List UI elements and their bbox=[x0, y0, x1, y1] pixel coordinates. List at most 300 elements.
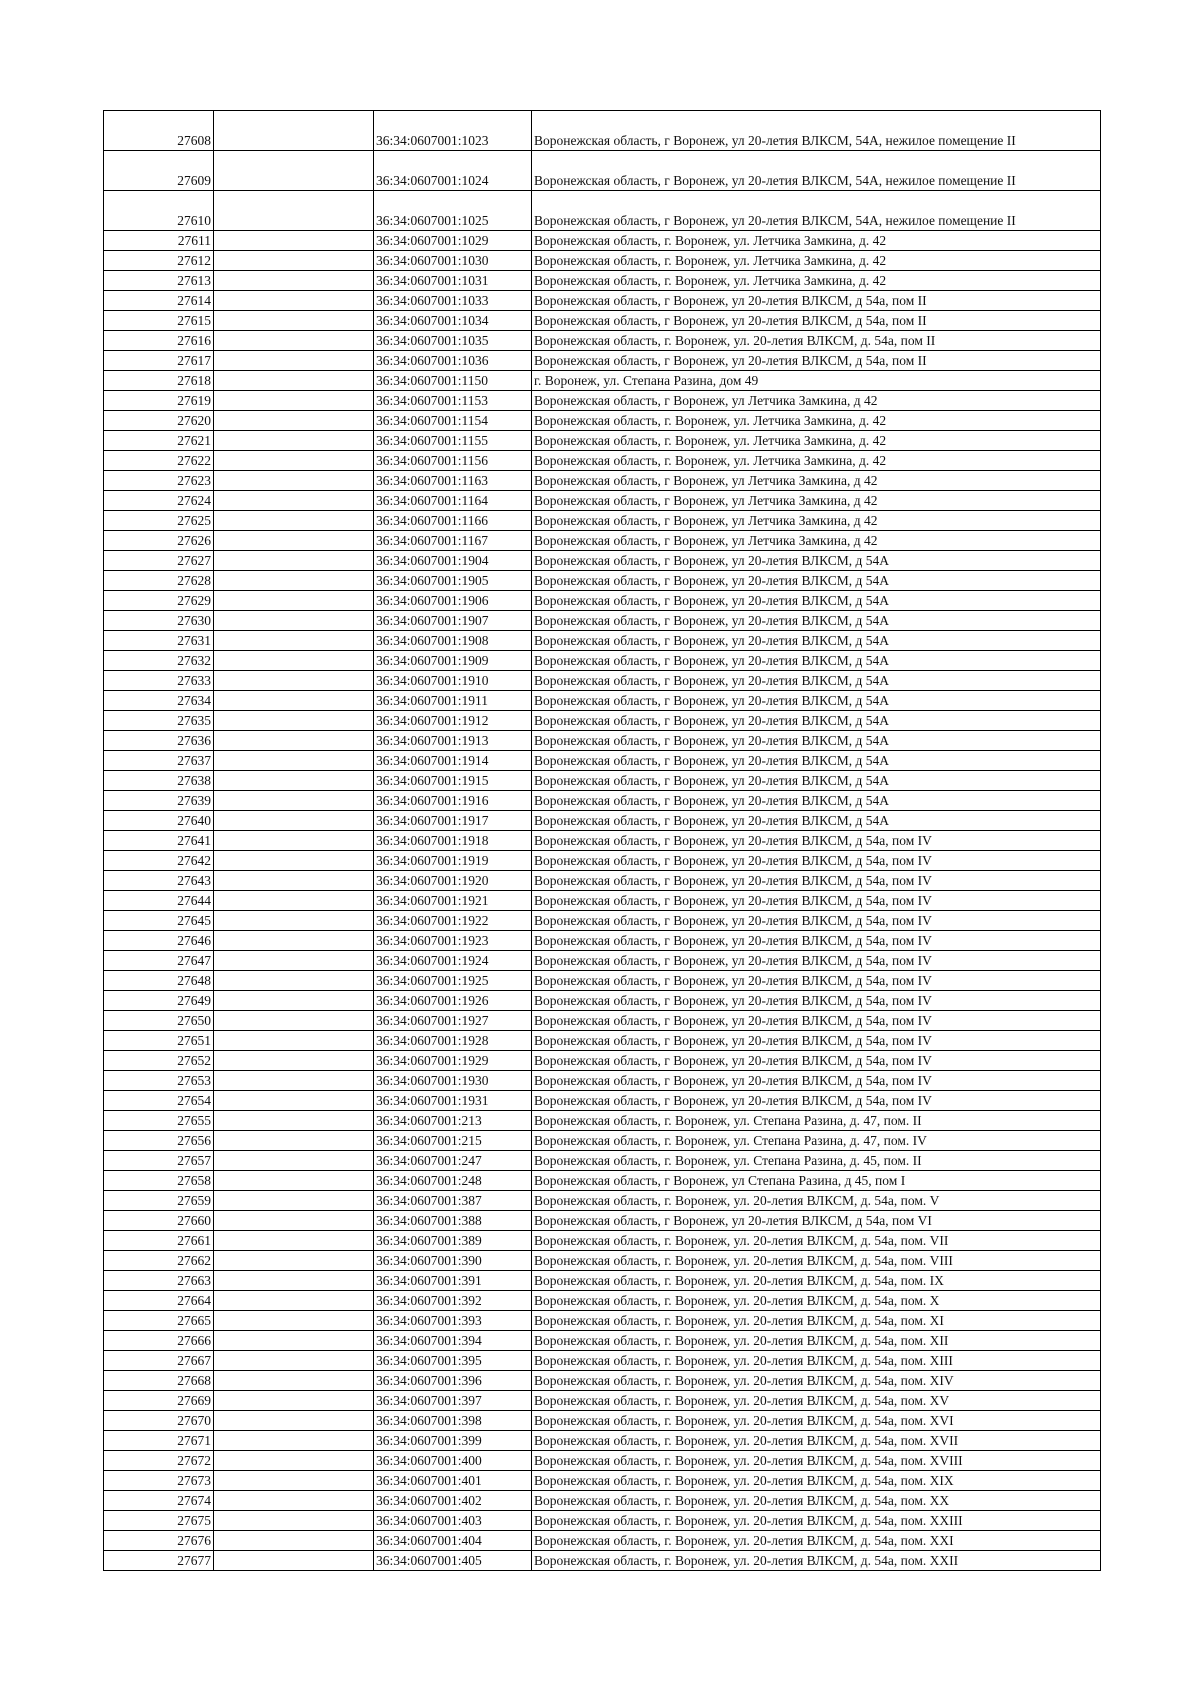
table-row bbox=[104, 1191, 1101, 1211]
address: Воронежская область, г Воронеж, ул 20-летия ВЛКСМ, д 54а, пом IV bbox=[532, 871, 1101, 891]
row-number: 27619 bbox=[104, 391, 214, 411]
table-row bbox=[104, 511, 1101, 531]
address: Воронежская область, г Воронеж, ул Летчика Замкина, д 42 bbox=[532, 471, 1101, 491]
row-empty-cell bbox=[214, 271, 374, 291]
address: Воронежская область, г. Воронеж, ул. 20-летия ВЛКСМ, д. 54а, пом. XX bbox=[532, 1491, 1101, 1511]
row-number: 27620 bbox=[104, 411, 214, 431]
row-number: 27660 bbox=[104, 1211, 214, 1231]
row-number: 27616 bbox=[104, 331, 214, 351]
cadastral-number: 36:34:0607001:1909 bbox=[374, 651, 532, 671]
table-row bbox=[104, 631, 1101, 651]
address: Воронежская область, г Воронеж, ул 20-летия ВЛКСМ, д 54а, пом II bbox=[532, 351, 1101, 371]
table-row bbox=[104, 831, 1101, 851]
table-row bbox=[104, 891, 1101, 911]
row-number: 27656 bbox=[104, 1131, 214, 1151]
row-empty-cell bbox=[214, 1411, 374, 1431]
address: Воронежская область, г Воронеж, ул 20-летия ВЛКСМ, д 54А bbox=[532, 751, 1101, 771]
cadastral-number: 36:34:0607001:1913 bbox=[374, 731, 532, 751]
address: Воронежская область, г Воронеж, ул 20-летия ВЛКСМ, д 54а, пом IV bbox=[532, 1071, 1101, 1091]
table-row bbox=[104, 971, 1101, 991]
table-row bbox=[104, 911, 1101, 931]
row-number: 27668 bbox=[104, 1371, 214, 1391]
row-empty-cell bbox=[214, 391, 374, 411]
row-empty-cell bbox=[214, 1491, 374, 1511]
cadastral-number: 36:34:0607001:1915 bbox=[374, 771, 532, 791]
row-number: 27649 bbox=[104, 991, 214, 1011]
cadastral-number: 36:34:0607001:1919 bbox=[374, 851, 532, 871]
table-row bbox=[104, 1491, 1101, 1511]
table-row bbox=[104, 1251, 1101, 1271]
cadastral-number: 36:34:0607001:1917 bbox=[374, 811, 532, 831]
address: Воронежская область, г Воронеж, ул 20-летия ВЛКСМ, д 54а, пом IV bbox=[532, 971, 1101, 991]
row-empty-cell bbox=[214, 1151, 374, 1171]
row-empty-cell bbox=[214, 1471, 374, 1491]
row-number: 27630 bbox=[104, 611, 214, 631]
table-row bbox=[104, 711, 1101, 731]
cadastral-number: 36:34:0607001:248 bbox=[374, 1171, 532, 1191]
row-number: 27617 bbox=[104, 351, 214, 371]
row-empty-cell bbox=[214, 831, 374, 851]
row-empty-cell bbox=[214, 1111, 374, 1131]
row-number: 27624 bbox=[104, 491, 214, 511]
address: Воронежская область, г Воронеж, ул 20-летия ВЛКСМ, д 54а, пом IV bbox=[532, 1011, 1101, 1031]
address: Воронежская область, г. Воронеж, ул. Летчика Замкина, д. 42 bbox=[532, 431, 1101, 451]
table-row bbox=[104, 871, 1101, 891]
row-empty-cell bbox=[214, 351, 374, 371]
table-row bbox=[104, 291, 1101, 311]
cadastral-number: 36:34:0607001:1155 bbox=[374, 431, 532, 451]
cadastral-number: 36:34:0607001:1916 bbox=[374, 791, 532, 811]
address: Воронежская область, г. Воронеж, ул. Летчика Замкина, д. 42 bbox=[532, 451, 1101, 471]
row-empty-cell bbox=[214, 551, 374, 571]
row-number: 27658 bbox=[104, 1171, 214, 1191]
address: Воронежская область, г Воронеж, ул 20-летия ВЛКСМ, 54А, нежилое помещение II bbox=[532, 111, 1101, 151]
table-row bbox=[104, 431, 1101, 451]
cadastral-number: 36:34:0607001:1920 bbox=[374, 871, 532, 891]
row-number: 27670 bbox=[104, 1411, 214, 1431]
row-number: 27674 bbox=[104, 1491, 214, 1511]
row-number: 27634 bbox=[104, 691, 214, 711]
table-row bbox=[104, 1331, 1101, 1351]
row-number: 27635 bbox=[104, 711, 214, 731]
row-empty-cell bbox=[214, 791, 374, 811]
row-number: 27644 bbox=[104, 891, 214, 911]
cadastral-number: 36:34:0607001:1904 bbox=[374, 551, 532, 571]
row-number: 27646 bbox=[104, 931, 214, 951]
table-row bbox=[104, 651, 1101, 671]
address: Воронежская область, г. Воронеж, ул. 20-летия ВЛКСМ, д. 54а, пом. XV bbox=[532, 1391, 1101, 1411]
table-row bbox=[104, 1371, 1101, 1391]
row-number: 27672 bbox=[104, 1451, 214, 1471]
table-row bbox=[104, 1211, 1101, 1231]
row-empty-cell bbox=[214, 1551, 374, 1571]
row-empty-cell bbox=[214, 331, 374, 351]
cadastral-number: 36:34:0607001:388 bbox=[374, 1211, 532, 1231]
table-row bbox=[104, 1351, 1101, 1371]
cadastral-number: 36:34:0607001:389 bbox=[374, 1231, 532, 1251]
row-number: 27643 bbox=[104, 871, 214, 891]
row-empty-cell bbox=[214, 1211, 374, 1231]
address: Воронежская область, г. Воронеж, ул. 20-летия ВЛКСМ, д. 54а, пом. XXI bbox=[532, 1531, 1101, 1551]
cadastral-number: 36:34:0607001:1024 bbox=[374, 151, 532, 191]
row-number: 27621 bbox=[104, 431, 214, 451]
row-number: 27629 bbox=[104, 591, 214, 611]
row-number: 27661 bbox=[104, 1231, 214, 1251]
table-row bbox=[104, 1111, 1101, 1131]
row-number: 27650 bbox=[104, 1011, 214, 1031]
cadastral-number: 36:34:0607001:1033 bbox=[374, 291, 532, 311]
address: Воронежская область, г. Воронеж, ул. 20-летия ВЛКСМ, д. 54а, пом. XI bbox=[532, 1311, 1101, 1331]
row-empty-cell bbox=[214, 1091, 374, 1111]
address: г. Воронеж, ул. Степана Разина, дом 49 bbox=[532, 371, 1101, 391]
table-row bbox=[104, 1151, 1101, 1171]
row-empty-cell bbox=[214, 671, 374, 691]
table-row bbox=[104, 471, 1101, 491]
table-row bbox=[104, 111, 1101, 151]
address: Воронежская область, г. Воронеж, ул. Летчика Замкина, д. 42 bbox=[532, 411, 1101, 431]
row-empty-cell bbox=[214, 1231, 374, 1251]
table-row bbox=[104, 271, 1101, 291]
cadastral-number: 36:34:0607001:404 bbox=[374, 1531, 532, 1551]
row-number: 27618 bbox=[104, 371, 214, 391]
address: Воронежская область, г Воронеж, ул 20-летия ВЛКСМ, д 54а, пом IV bbox=[532, 851, 1101, 871]
row-empty-cell bbox=[214, 311, 374, 331]
address: Воронежская область, г Воронеж, ул 20-летия ВЛКСМ, д 54а, пом IV bbox=[532, 911, 1101, 931]
cadastral-number: 36:34:0607001:390 bbox=[374, 1251, 532, 1271]
table-row bbox=[104, 1051, 1101, 1071]
address: Воронежская область, г Воронеж, ул Летчика Замкина, д 42 bbox=[532, 491, 1101, 511]
address: Воронежская область, г. Воронеж, ул. 20-летия ВЛКСМ, д. 54а, пом. XVI bbox=[532, 1411, 1101, 1431]
address: Воронежская область, г Воронеж, ул 20-летия ВЛКСМ, д 54А bbox=[532, 551, 1101, 571]
table-row bbox=[104, 731, 1101, 751]
table-row bbox=[104, 751, 1101, 771]
registry-rows bbox=[104, 111, 1101, 1571]
row-empty-cell bbox=[214, 1251, 374, 1271]
row-empty-cell bbox=[214, 971, 374, 991]
address: Воронежская область, г Воронеж, ул Летчика Замкина, д 42 bbox=[532, 511, 1101, 531]
cadastral-number: 36:34:0607001:401 bbox=[374, 1471, 532, 1491]
row-number: 27676 bbox=[104, 1531, 214, 1551]
cadastral-number: 36:34:0607001:1912 bbox=[374, 711, 532, 731]
table-row bbox=[104, 451, 1101, 471]
table-row bbox=[104, 251, 1101, 271]
table-row bbox=[104, 151, 1101, 191]
row-number: 27641 bbox=[104, 831, 214, 851]
table-row bbox=[104, 1271, 1101, 1291]
address: Воронежская область, г Воронеж, ул 20-летия ВЛКСМ, 54А, нежилое помещение II bbox=[532, 151, 1101, 191]
cadastral-number: 36:34:0607001:1926 bbox=[374, 991, 532, 1011]
table-row bbox=[104, 311, 1101, 331]
cadastral-number: 36:34:0607001:1030 bbox=[374, 251, 532, 271]
cadastral-number: 36:34:0607001:402 bbox=[374, 1491, 532, 1511]
table-row bbox=[104, 231, 1101, 251]
row-empty-cell bbox=[214, 111, 374, 151]
cadastral-number: 36:34:0607001:1922 bbox=[374, 911, 532, 931]
row-empty-cell bbox=[214, 871, 374, 891]
address: Воронежская область, г. Воронеж, ул. 20-летия ВЛКСМ, д. 54а, пом. XVIII bbox=[532, 1451, 1101, 1471]
row-empty-cell bbox=[214, 751, 374, 771]
table-row bbox=[104, 1431, 1101, 1451]
table-row bbox=[104, 1551, 1101, 1571]
table-row bbox=[104, 1031, 1101, 1051]
cadastral-number: 36:34:0607001:395 bbox=[374, 1351, 532, 1371]
cadastral-number: 36:34:0607001:398 bbox=[374, 1411, 532, 1431]
row-empty-cell bbox=[214, 711, 374, 731]
cadastral-number: 36:34:0607001:1911 bbox=[374, 691, 532, 711]
table-row bbox=[104, 1311, 1101, 1331]
row-number: 27632 bbox=[104, 651, 214, 671]
row-empty-cell bbox=[214, 151, 374, 191]
row-number: 27673 bbox=[104, 1471, 214, 1491]
cadastral-number: 36:34:0607001:1023 bbox=[374, 111, 532, 151]
cadastral-number: 36:34:0607001:1167 bbox=[374, 531, 532, 551]
address: Воронежская область, г. Воронеж, ул. Летчика Замкина, д. 42 bbox=[532, 231, 1101, 251]
cadastral-number: 36:34:0607001:400 bbox=[374, 1451, 532, 1471]
cadastral-number: 36:34:0607001:1925 bbox=[374, 971, 532, 991]
row-number: 27664 bbox=[104, 1291, 214, 1311]
cadastral-number: 36:34:0607001:1914 bbox=[374, 751, 532, 771]
row-empty-cell bbox=[214, 991, 374, 1011]
table-row bbox=[104, 591, 1101, 611]
address: Воронежская область, г Воронеж, ул 20-летия ВЛКСМ, д 54А bbox=[532, 731, 1101, 751]
row-number: 27608 bbox=[104, 111, 214, 151]
row-number: 27631 bbox=[104, 631, 214, 651]
cadastral-number: 36:34:0607001:213 bbox=[374, 1111, 532, 1131]
table-row bbox=[104, 351, 1101, 371]
cadastral-number: 36:34:0607001:392 bbox=[374, 1291, 532, 1311]
address: Воронежская область, г Воронеж, ул 20-летия ВЛКСМ, д 54А bbox=[532, 811, 1101, 831]
address: Воронежская область, г Воронеж, ул Летчика Замкина, д 42 bbox=[532, 391, 1101, 411]
row-number: 27614 bbox=[104, 291, 214, 311]
row-number: 27609 bbox=[104, 151, 214, 191]
address: Воронежская область, г. Воронеж, ул. Летчика Замкина, д. 42 bbox=[532, 271, 1101, 291]
cadastral-number: 36:34:0607001:1036 bbox=[374, 351, 532, 371]
address: Воронежская область, г. Воронеж, ул. 20-летия ВЛКСМ, д. 54а, пом. XVII bbox=[532, 1431, 1101, 1451]
cadastral-number: 36:34:0607001:1929 bbox=[374, 1051, 532, 1071]
row-number: 27665 bbox=[104, 1311, 214, 1331]
table-row bbox=[104, 611, 1101, 631]
row-empty-cell bbox=[214, 1011, 374, 1031]
address: Воронежская область, г Воронеж, ул 20-летия ВЛКСМ, д 54А bbox=[532, 771, 1101, 791]
table-row bbox=[104, 1131, 1101, 1151]
row-number: 27677 bbox=[104, 1551, 214, 1571]
row-number: 27622 bbox=[104, 451, 214, 471]
address: Воронежская область, г Воронеж, ул 20-летия ВЛКСМ, д 54А bbox=[532, 691, 1101, 711]
cadastral-number: 36:34:0607001:403 bbox=[374, 1511, 532, 1531]
row-empty-cell bbox=[214, 851, 374, 871]
row-number: 27669 bbox=[104, 1391, 214, 1411]
row-number: 27653 bbox=[104, 1071, 214, 1091]
cadastral-number: 36:34:0607001:1150 bbox=[374, 371, 532, 391]
table-row bbox=[104, 1451, 1101, 1471]
row-number: 27666 bbox=[104, 1331, 214, 1351]
address: Воронежская область, г. Воронеж, ул. 20-летия ВЛКСМ, д. 54а, пом. X bbox=[532, 1291, 1101, 1311]
row-number: 27654 bbox=[104, 1091, 214, 1111]
cadastral-number: 36:34:0607001:1034 bbox=[374, 311, 532, 331]
row-number: 27651 bbox=[104, 1031, 214, 1051]
row-empty-cell bbox=[214, 471, 374, 491]
table-row bbox=[104, 571, 1101, 591]
table-row bbox=[104, 391, 1101, 411]
row-empty-cell bbox=[214, 291, 374, 311]
cadastral-number: 36:34:0607001:1924 bbox=[374, 951, 532, 971]
table-row bbox=[104, 771, 1101, 791]
cadastral-number: 36:34:0607001:399 bbox=[374, 1431, 532, 1451]
cadastral-number: 36:34:0607001:1025 bbox=[374, 191, 532, 231]
row-empty-cell bbox=[214, 771, 374, 791]
table-row bbox=[104, 1011, 1101, 1031]
cadastral-number: 36:34:0607001:1930 bbox=[374, 1071, 532, 1091]
row-number: 27675 bbox=[104, 1511, 214, 1531]
row-number: 27633 bbox=[104, 671, 214, 691]
cadastral-number: 36:34:0607001:1908 bbox=[374, 631, 532, 651]
table-row bbox=[104, 1511, 1101, 1531]
table-row bbox=[104, 331, 1101, 351]
row-number: 27612 bbox=[104, 251, 214, 271]
row-number: 27671 bbox=[104, 1431, 214, 1451]
table-row bbox=[104, 851, 1101, 871]
row-number: 27615 bbox=[104, 311, 214, 331]
address: Воронежская область, г. Воронеж, ул. 20-летия ВЛКСМ, д. 54а, пом. XII bbox=[532, 1331, 1101, 1351]
cadastral-number: 36:34:0607001:1905 bbox=[374, 571, 532, 591]
address: Воронежская область, г. Воронеж, ул. 20-летия ВЛКСМ, д. 54а, пом. V bbox=[532, 1191, 1101, 1211]
row-number: 27667 bbox=[104, 1351, 214, 1371]
address: Воронежская область, г Воронеж, ул 20-летия ВЛКСМ, д 54А bbox=[532, 791, 1101, 811]
table-row bbox=[104, 411, 1101, 431]
row-empty-cell bbox=[214, 1371, 374, 1391]
cadastral-number: 36:34:0607001:1153 bbox=[374, 391, 532, 411]
table-row bbox=[104, 791, 1101, 811]
row-empty-cell bbox=[214, 571, 374, 591]
row-empty-cell bbox=[214, 1511, 374, 1531]
row-empty-cell bbox=[214, 1071, 374, 1091]
row-empty-cell bbox=[214, 811, 374, 831]
row-number: 27657 bbox=[104, 1151, 214, 1171]
cadastral-number: 36:34:0607001:1154 bbox=[374, 411, 532, 431]
table-row bbox=[104, 1471, 1101, 1491]
address: Воронежская область, г Воронеж, ул 20-летия ВЛКСМ, д 54а, пом IV bbox=[532, 1051, 1101, 1071]
cadastral-number: 36:34:0607001:391 bbox=[374, 1271, 532, 1291]
row-number: 27627 bbox=[104, 551, 214, 571]
address: Воронежская область, г Воронеж, ул 20-летия ВЛКСМ, д 54А bbox=[532, 631, 1101, 651]
address: Воронежская область, г Воронеж, ул Степана Разина, д 45, пом I bbox=[532, 1171, 1101, 1191]
address: Воронежская область, г. Воронеж, ул. Степана Разина, д. 45, пом. II bbox=[532, 1151, 1101, 1171]
table-row bbox=[104, 991, 1101, 1011]
address: Воронежская область, г. Воронеж, ул. Степана Разина, д. 47, пом. II bbox=[532, 1111, 1101, 1131]
cadastral-number: 36:34:0607001:393 bbox=[374, 1311, 532, 1331]
row-number: 27640 bbox=[104, 811, 214, 831]
row-number: 27611 bbox=[104, 231, 214, 251]
row-empty-cell bbox=[214, 931, 374, 951]
row-empty-cell bbox=[214, 691, 374, 711]
row-empty-cell bbox=[214, 591, 374, 611]
row-empty-cell bbox=[214, 891, 374, 911]
table-row bbox=[104, 811, 1101, 831]
address: Воронежская область, г Воронеж, ул 20-летия ВЛКСМ, д 54а, пом IV bbox=[532, 991, 1101, 1011]
row-number: 27655 bbox=[104, 1111, 214, 1131]
row-number: 27659 bbox=[104, 1191, 214, 1211]
row-empty-cell bbox=[214, 731, 374, 751]
row-number: 27642 bbox=[104, 851, 214, 871]
row-empty-cell bbox=[214, 371, 374, 391]
table-row bbox=[104, 931, 1101, 951]
row-number: 27636 bbox=[104, 731, 214, 751]
row-number: 27625 bbox=[104, 511, 214, 531]
row-empty-cell bbox=[214, 1311, 374, 1331]
cadastral-number: 36:34:0607001:396 bbox=[374, 1371, 532, 1391]
address: Воронежская область, г Воронеж, ул 20-летия ВЛКСМ, д 54А bbox=[532, 611, 1101, 631]
table-row bbox=[104, 1291, 1101, 1311]
cadastral-number: 36:34:0607001:247 bbox=[374, 1151, 532, 1171]
cadastral-number: 36:34:0607001:1918 bbox=[374, 831, 532, 851]
table-row bbox=[104, 531, 1101, 551]
row-number: 27663 bbox=[104, 1271, 214, 1291]
address: Воронежская область, г Воронеж, ул 20-летия ВЛКСМ, д 54а, пом IV bbox=[532, 1091, 1101, 1111]
address: Воронежская область, г. Воронеж, ул. 20-летия ВЛКСМ, д. 54а, пом. XIII bbox=[532, 1351, 1101, 1371]
address: Воронежская область, г Воронеж, ул 20-летия ВЛКСМ, д 54а, пом VI bbox=[532, 1211, 1101, 1231]
row-number: 27648 bbox=[104, 971, 214, 991]
row-empty-cell bbox=[214, 951, 374, 971]
cadastral-number: 36:34:0607001:1927 bbox=[374, 1011, 532, 1031]
row-empty-cell bbox=[214, 1351, 374, 1371]
table-row bbox=[104, 1091, 1101, 1111]
table-row bbox=[104, 951, 1101, 971]
cadastral-number: 36:34:0607001:1029 bbox=[374, 231, 532, 251]
table-row bbox=[104, 1391, 1101, 1411]
address: Воронежская область, г. Воронеж, ул. 20-летия ВЛКСМ, д. 54а, пом. VIII bbox=[532, 1251, 1101, 1271]
cadastral-number: 36:34:0607001:1035 bbox=[374, 331, 532, 351]
row-empty-cell bbox=[214, 1451, 374, 1471]
cadastral-number: 36:34:0607001:1163 bbox=[374, 471, 532, 491]
row-empty-cell bbox=[214, 1131, 374, 1151]
row-empty-cell bbox=[214, 191, 374, 231]
table-row bbox=[104, 1071, 1101, 1091]
cadastral-number: 36:34:0607001:1906 bbox=[374, 591, 532, 611]
cadastral-number: 36:34:0607001:1907 bbox=[374, 611, 532, 631]
row-empty-cell bbox=[214, 1171, 374, 1191]
row-empty-cell bbox=[214, 491, 374, 511]
row-empty-cell bbox=[214, 1291, 374, 1311]
row-empty-cell bbox=[214, 1431, 374, 1451]
table-row bbox=[104, 1231, 1101, 1251]
address: Воронежская область, г Воронеж, ул 20-летия ВЛКСМ, д 54А bbox=[532, 571, 1101, 591]
row-empty-cell bbox=[214, 1531, 374, 1551]
cadastral-number: 36:34:0607001:1928 bbox=[374, 1031, 532, 1051]
cadastral-number: 36:34:0607001:394 bbox=[374, 1331, 532, 1351]
address: Воронежская область, г Воронеж, ул 20-летия ВЛКСМ, д 54а, пом IV bbox=[532, 931, 1101, 951]
row-empty-cell bbox=[214, 611, 374, 631]
row-number: 27613 bbox=[104, 271, 214, 291]
cadastral-number: 36:34:0607001:1923 bbox=[374, 931, 532, 951]
row-number: 27623 bbox=[104, 471, 214, 491]
row-number: 27647 bbox=[104, 951, 214, 971]
row-number: 27637 bbox=[104, 751, 214, 771]
row-empty-cell bbox=[214, 631, 374, 651]
cadastral-number: 36:34:0607001:1931 bbox=[374, 1091, 532, 1111]
table-row bbox=[104, 491, 1101, 511]
address: Воронежская область, г Воронеж, ул 20-летия ВЛКСМ, д 54а, пом IV bbox=[532, 891, 1101, 911]
row-empty-cell bbox=[214, 231, 374, 251]
address: Воронежская область, г. Воронеж, ул. 20-летия ВЛКСМ, д. 54а, пом II bbox=[532, 331, 1101, 351]
row-number: 27638 bbox=[104, 771, 214, 791]
cadastral-number: 36:34:0607001:397 bbox=[374, 1391, 532, 1411]
address: Воронежская область, г. Воронеж, ул. 20-летия ВЛКСМ, д. 54а, пом. XXII bbox=[532, 1551, 1101, 1571]
address: Воронежская область, г. Воронеж, ул. 20-летия ВЛКСМ, д. 54а, пом. XIX bbox=[532, 1471, 1101, 1491]
address: Воронежская область, г Воронеж, ул 20-летия ВЛКСМ, д 54А bbox=[532, 671, 1101, 691]
cadastral-number: 36:34:0607001:215 bbox=[374, 1131, 532, 1151]
address: Воронежская область, г. Воронеж, ул. Степана Разина, д. 47, пом. IV bbox=[532, 1131, 1101, 1151]
row-empty-cell bbox=[214, 531, 374, 551]
